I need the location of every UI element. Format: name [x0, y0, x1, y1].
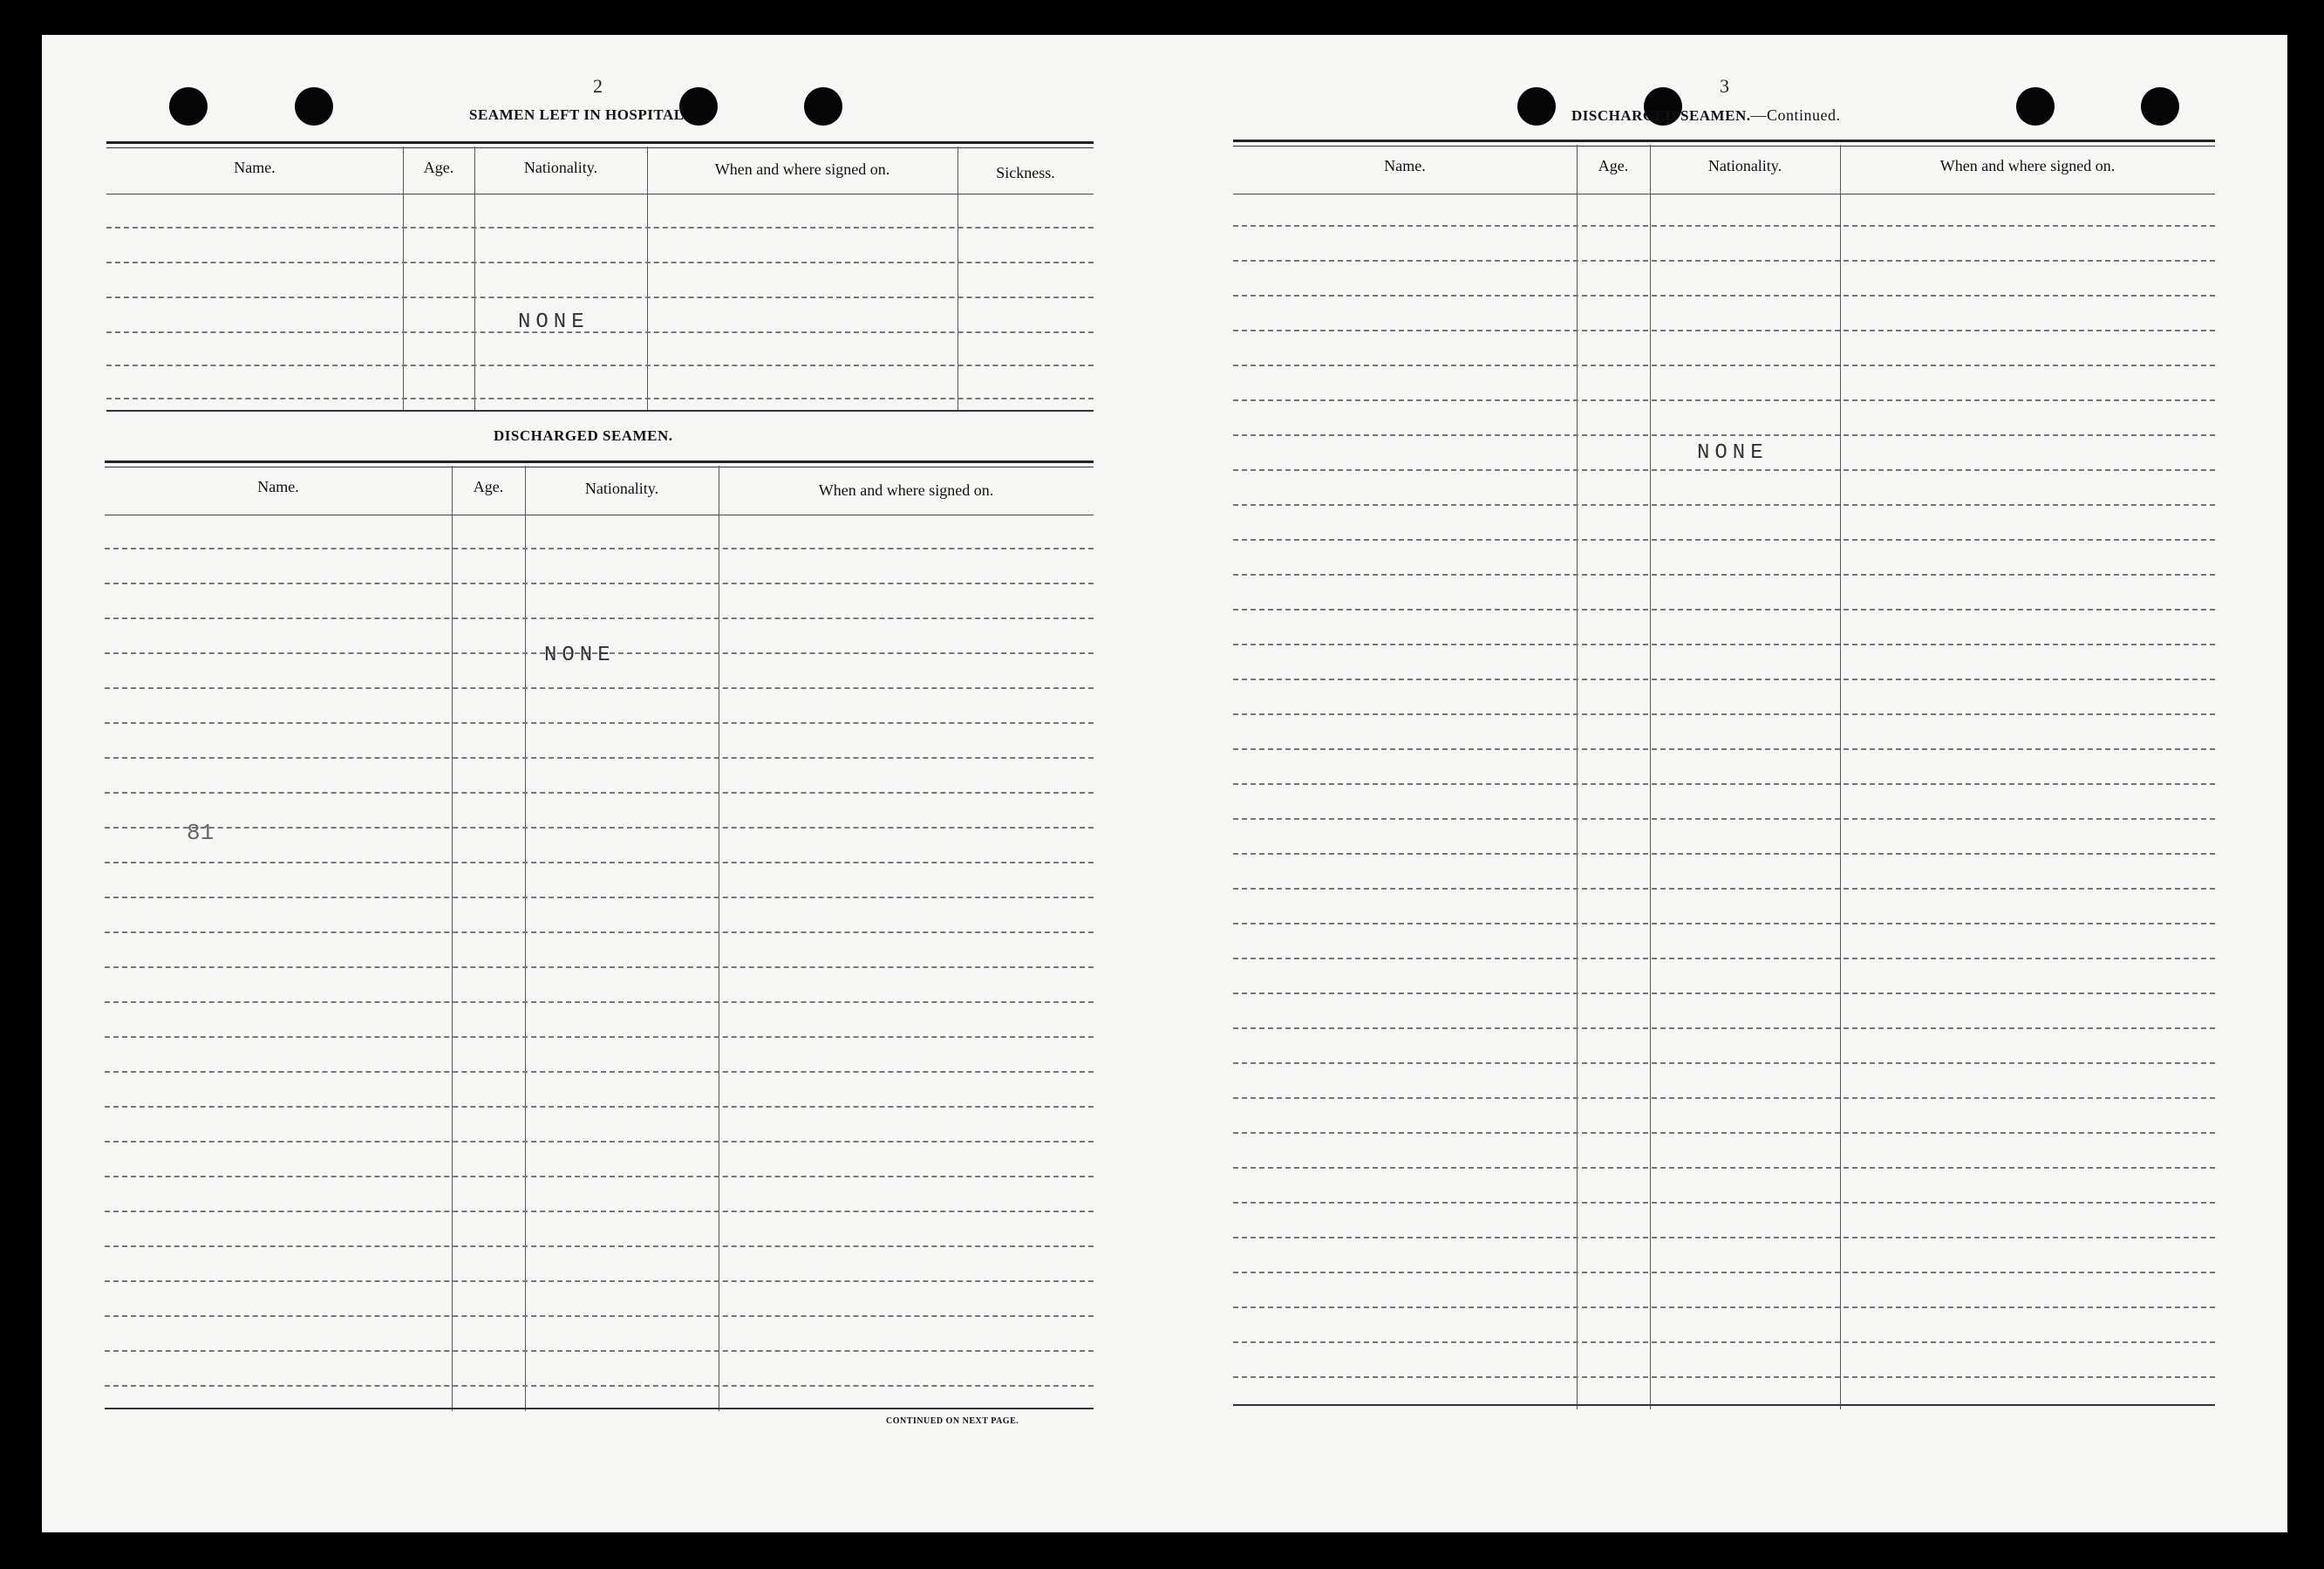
section-title-text: DISCHARGED SEAMEN.	[1571, 107, 1751, 124]
section-title-discharged-continued	[1571, 106, 1840, 125]
hospital-none-entry: NONE	[518, 310, 590, 334]
punch-hole	[1517, 87, 1556, 126]
col-header-nationality: Nationality.	[584, 480, 659, 497]
section-title-hospital: SEAMEN LEFT IN HOSPITAL.	[469, 106, 689, 123]
punch-hole	[804, 87, 842, 126]
col-header-age: Age.	[1598, 157, 1629, 174]
discharged-none-entry: NONE	[544, 644, 616, 667]
col-header-nationality: Nationality.	[523, 159, 598, 176]
discharged-table-right	[1233, 140, 2215, 1409]
continued-footer: CONTINUED ON NEXT PAGE.	[886, 1416, 1019, 1426]
col-header-name: Name.	[257, 478, 299, 495]
punch-hole	[2016, 87, 2055, 126]
section-title-continued: —Continued.	[1750, 106, 1841, 124]
punch-hole	[169, 87, 208, 126]
section-title-discharged: DISCHARGED SEAMEN.	[494, 427, 673, 444]
col-header-signed-on: When and where signed on.	[714, 160, 890, 178]
col-header-sickness: Sickness.	[996, 164, 1055, 181]
punch-hole	[295, 87, 333, 126]
discharged-table-left	[105, 460, 1094, 1411]
col-header-age: Age.	[473, 478, 504, 495]
col-header-signed-on: When and where signed on.	[1939, 157, 2116, 174]
hospital-table	[106, 141, 1094, 412]
col-header-age: Age.	[423, 159, 454, 176]
margin-mark: 81	[187, 820, 215, 846]
punch-hole	[2141, 87, 2179, 126]
page-number: 3	[1720, 75, 1729, 97]
col-header-signed-on: When and where signed on.	[818, 481, 994, 499]
right-none-entry: NONE	[1697, 441, 1769, 465]
page-number: 2	[593, 75, 603, 97]
col-header-nationality: Nationality.	[1707, 157, 1782, 174]
col-header-name: Name.	[1384, 157, 1426, 174]
col-header-name: Name.	[234, 159, 276, 176]
